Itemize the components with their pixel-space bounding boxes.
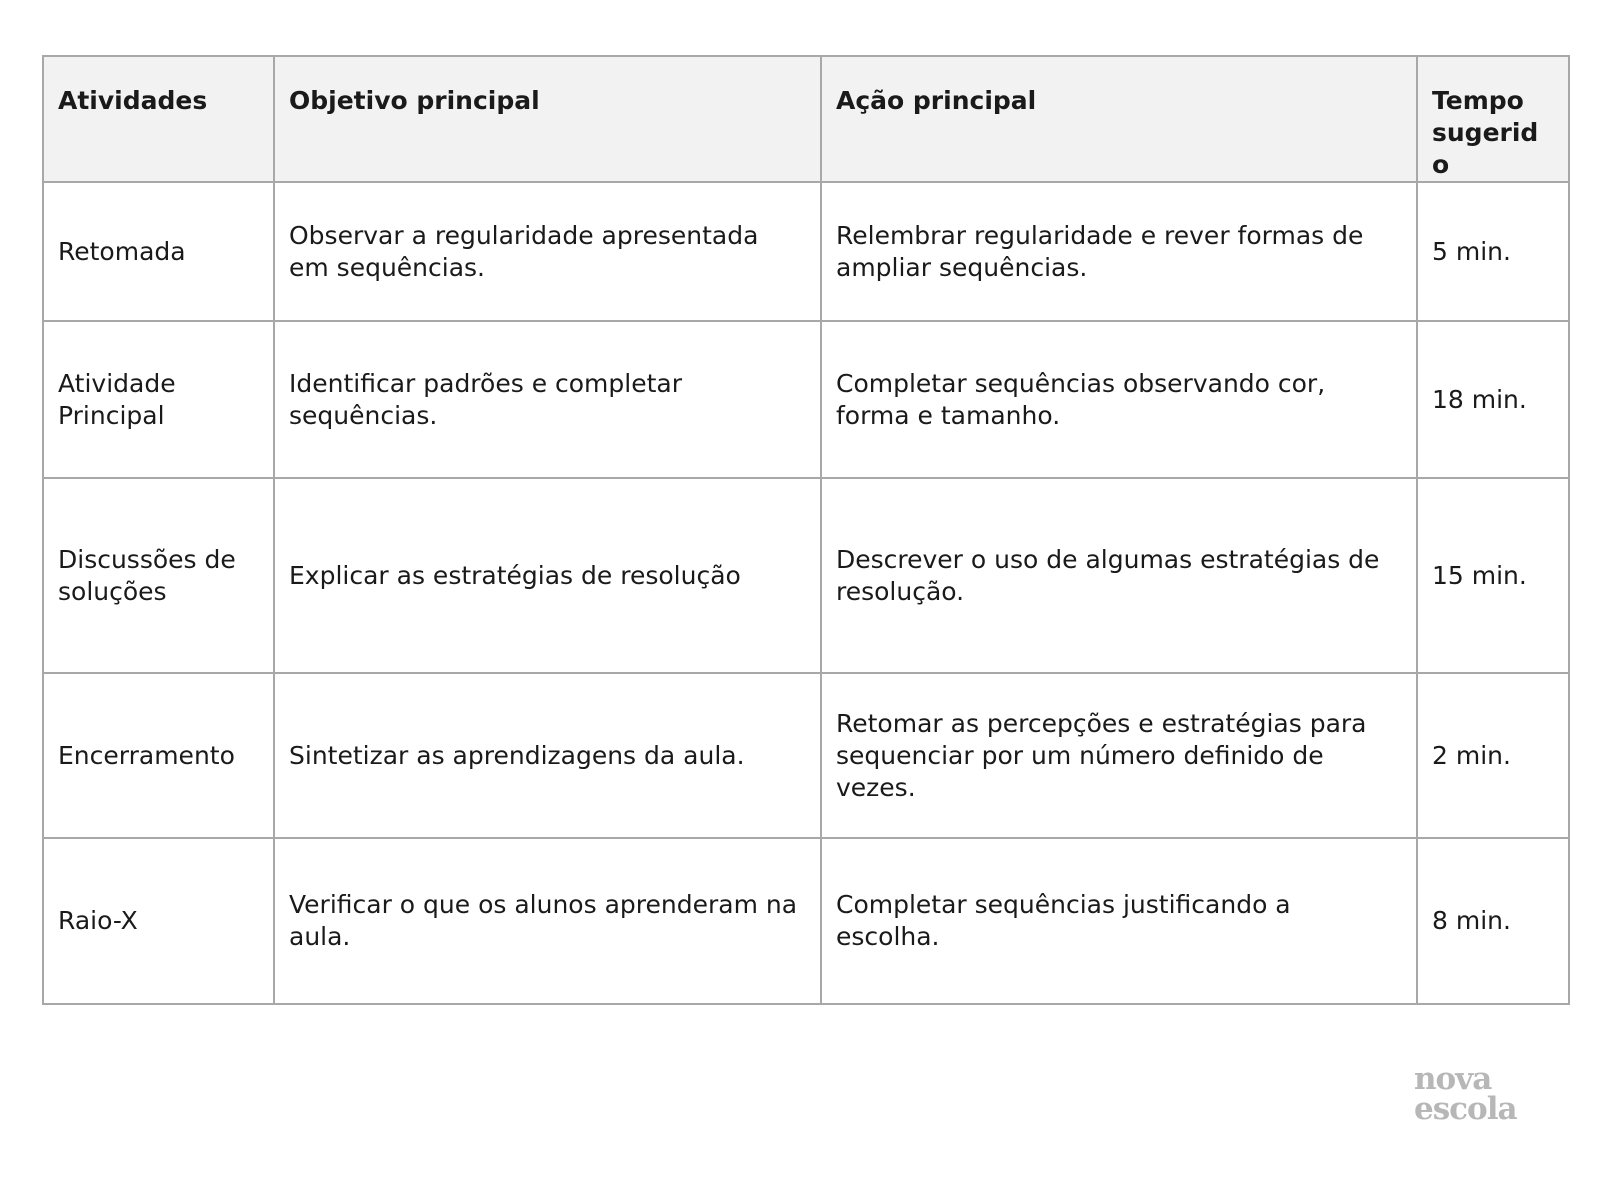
cell-action: Completar sequências observando cor, forma e tamanho. xyxy=(821,321,1417,478)
header-main-action: Ação principal xyxy=(821,56,1417,182)
cell-objective: Explicar as estratégias de resolução xyxy=(274,478,821,673)
cell-action: Relembrar regularidade e rever formas de ampliar sequências. xyxy=(821,182,1417,321)
table-row xyxy=(43,182,1569,321)
table-header-row xyxy=(43,56,1569,182)
logo-line-escola: escola xyxy=(1414,1091,1517,1127)
table-row xyxy=(43,321,1569,478)
cell-action: Descrever o uso de algumas estratégias de resolução. xyxy=(821,478,1417,673)
cell-objective: Observar a regularidade apresentada em sequências. xyxy=(274,182,821,321)
header-suggested-time: Tempo sugerido xyxy=(1417,56,1569,182)
cell-activity: Retomada xyxy=(43,182,274,321)
cell-time: 18 min. xyxy=(1417,321,1569,478)
cell-objective: Identificar padrões e completar sequências. xyxy=(274,321,821,478)
table-row xyxy=(43,673,1569,838)
cell-activity: Raio-X xyxy=(43,838,274,1004)
lesson-plan-table xyxy=(42,55,1570,1005)
logo-line-nova: nova xyxy=(1414,1061,1492,1097)
cell-activity: Discussões de soluções xyxy=(43,478,274,673)
cell-time: 8 min. xyxy=(1417,838,1569,1004)
cell-time: 15 min. xyxy=(1417,478,1569,673)
header-activities: Atividades xyxy=(43,56,274,182)
cell-activity: Encerramento xyxy=(43,673,274,838)
cell-objective: Verificar o que os alunos aprenderam na aula. xyxy=(274,838,821,1004)
nova-escola-logo xyxy=(1414,1061,1517,1127)
cell-activity: Atividade Principal xyxy=(43,321,274,478)
cell-objective: Sintetizar as aprendizagens da aula. xyxy=(274,673,821,838)
cell-action: Retomar as percepções e estratégias para sequenciar por um número definido de vezes. xyxy=(821,673,1417,838)
cell-time: 5 min. xyxy=(1417,182,1569,321)
cell-time: 2 min. xyxy=(1417,673,1569,838)
table-row xyxy=(43,838,1569,1004)
cell-action: Completar sequências justificando a escolha. xyxy=(821,838,1417,1004)
table-row xyxy=(43,478,1569,673)
header-main-objective: Objetivo principal xyxy=(274,56,821,182)
